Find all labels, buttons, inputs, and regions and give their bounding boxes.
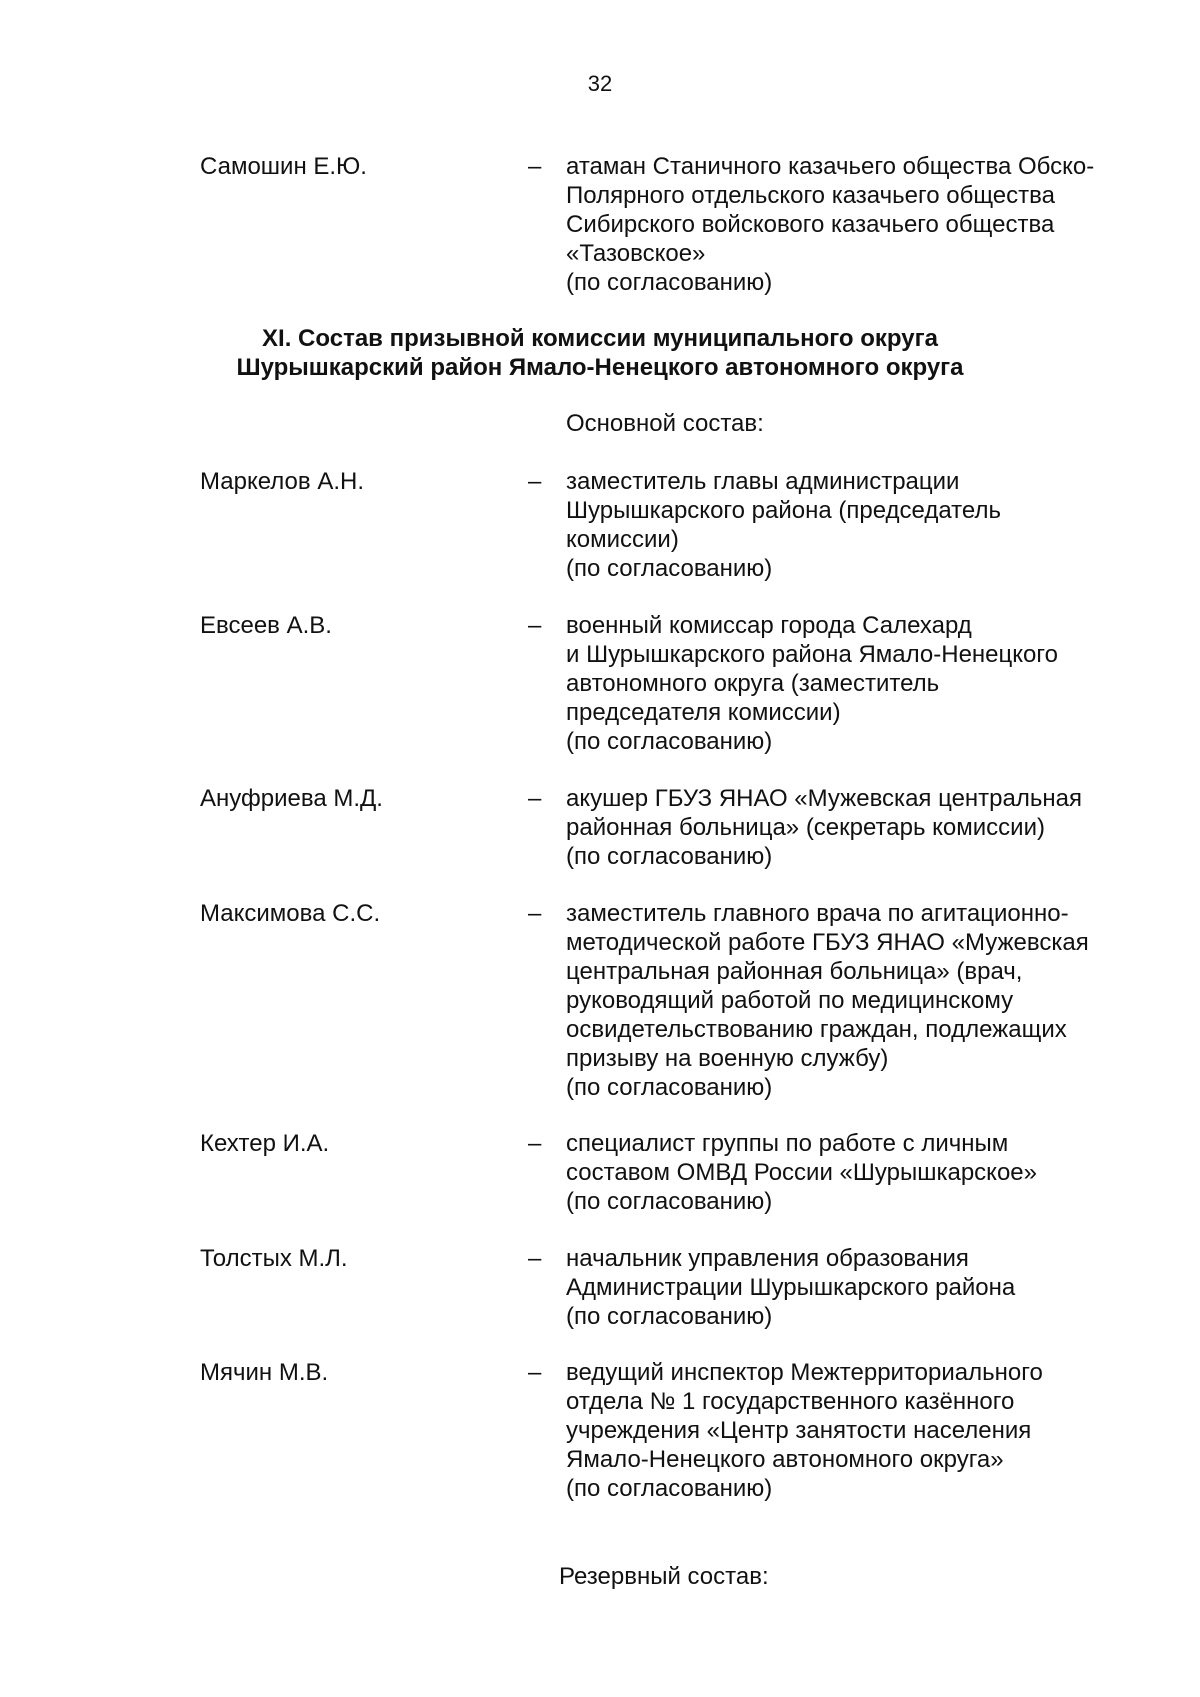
position-line: (по согласованию) — [566, 555, 773, 582]
position-line: и Шурышкарского района Ямало-Ненецкого — [566, 641, 1058, 668]
position-line: призыву на военную службу) — [566, 1045, 889, 1072]
position-line: составом ОМВД России «Шурышкарское» — [566, 1159, 1037, 1186]
position-line: ведущий инспектор Межтерриториального — [566, 1359, 1043, 1386]
member-name: Самошин Е.Ю. — [200, 153, 367, 180]
page-number: 32 — [587, 71, 613, 96]
position-line: военный комиссар города Салехард — [566, 612, 972, 639]
dash-separator: – — [528, 612, 542, 639]
member-position — [566, 1244, 1166, 1331]
position-line: методической работе ГБУЗ ЯНАО «Мужевская — [566, 929, 1089, 956]
member-position — [566, 1129, 1166, 1216]
member-name: Маркелов А.Н. — [200, 468, 364, 495]
dash-separator: – — [528, 153, 542, 180]
member-position — [566, 467, 1166, 583]
member-name: Максимова С.С. — [200, 900, 381, 927]
position-line: центральная районная больница» (врач, — [566, 958, 1023, 985]
position-line: (по согласованию) — [566, 1303, 773, 1330]
dash-separator: – — [528, 1359, 542, 1386]
member-name: Ануфриева М.Д. — [200, 785, 383, 812]
dash-separator: – — [528, 1130, 542, 1157]
position-line: автономного округа (заместитель — [566, 670, 940, 697]
member-name: Евсеев А.В. — [200, 612, 332, 639]
main-composition-label: Основной состав: — [566, 410, 764, 437]
position-line: Шурышкарского района (председатель — [566, 497, 1001, 524]
member-position — [566, 784, 1166, 871]
member-position — [566, 1358, 1166, 1503]
reserve-composition-label: Резервный состав: — [559, 1563, 769, 1590]
position-line: (по согласованию) — [566, 269, 773, 296]
member-name: Толстых М.Л. — [200, 1245, 348, 1272]
dash-separator: – — [528, 468, 542, 495]
position-line: комиссии) — [566, 526, 679, 553]
position-line: Полярного отдельского казачьего общества — [566, 182, 1055, 209]
position-line: начальник управления образования — [566, 1245, 969, 1272]
position-line: Администрации Шурышкарского района — [566, 1274, 1016, 1301]
position-line: (по согласованию) — [566, 728, 773, 755]
position-line: освидетельствованию граждан, подлежащих — [566, 1016, 1067, 1043]
section-title-line: XI. Состав призывной комиссии муниципального округа — [262, 325, 938, 352]
dash-separator: – — [528, 785, 542, 812]
position-line: руководящий работой по медицинскому — [566, 987, 1014, 1014]
position-line: заместитель главы администрации — [566, 468, 960, 495]
position-line: (по согласованию) — [566, 1188, 773, 1215]
position-line: районная больница» (секретарь комиссии) — [566, 814, 1045, 841]
position-line: отдела № 1 государственного казённого — [566, 1388, 1015, 1415]
position-line: Ямало-Ненецкого автономного округа» — [566, 1446, 1004, 1473]
position-line: заместитель главного врача по агитационно- — [566, 900, 1069, 927]
position-line: атаман Станичного казачьего общества Обско- — [566, 153, 1095, 180]
position-line: специалист группы по работе с личным — [566, 1130, 1009, 1157]
section-title-line: Шурышкарский район Ямало-Ненецкого автономного округа — [236, 354, 964, 381]
position-line: акушер ГБУЗ ЯНАО «Мужевская центральная — [566, 785, 1082, 812]
position-line: учреждения «Центр занятости населения — [566, 1417, 1032, 1444]
position-line: «Тазовское» — [566, 240, 706, 267]
position-line: председателя комиссии) — [566, 699, 841, 726]
member-name: Кехтер И.А. — [200, 1130, 330, 1157]
dash-separator: – — [528, 900, 542, 927]
position-line: (по согласованию) — [566, 1074, 773, 1101]
member-position — [566, 611, 1166, 756]
section-title — [0, 324, 1200, 382]
dash-separator: – — [528, 1245, 542, 1272]
position-line: (по согласованию) — [566, 1475, 773, 1502]
member-position — [566, 152, 1166, 297]
member-position — [566, 899, 1166, 1102]
member-name: Мячин М.В. — [200, 1359, 329, 1386]
position-line: (по согласованию) — [566, 843, 773, 870]
position-line: Сибирского войскового казачьего общества — [566, 211, 1055, 238]
